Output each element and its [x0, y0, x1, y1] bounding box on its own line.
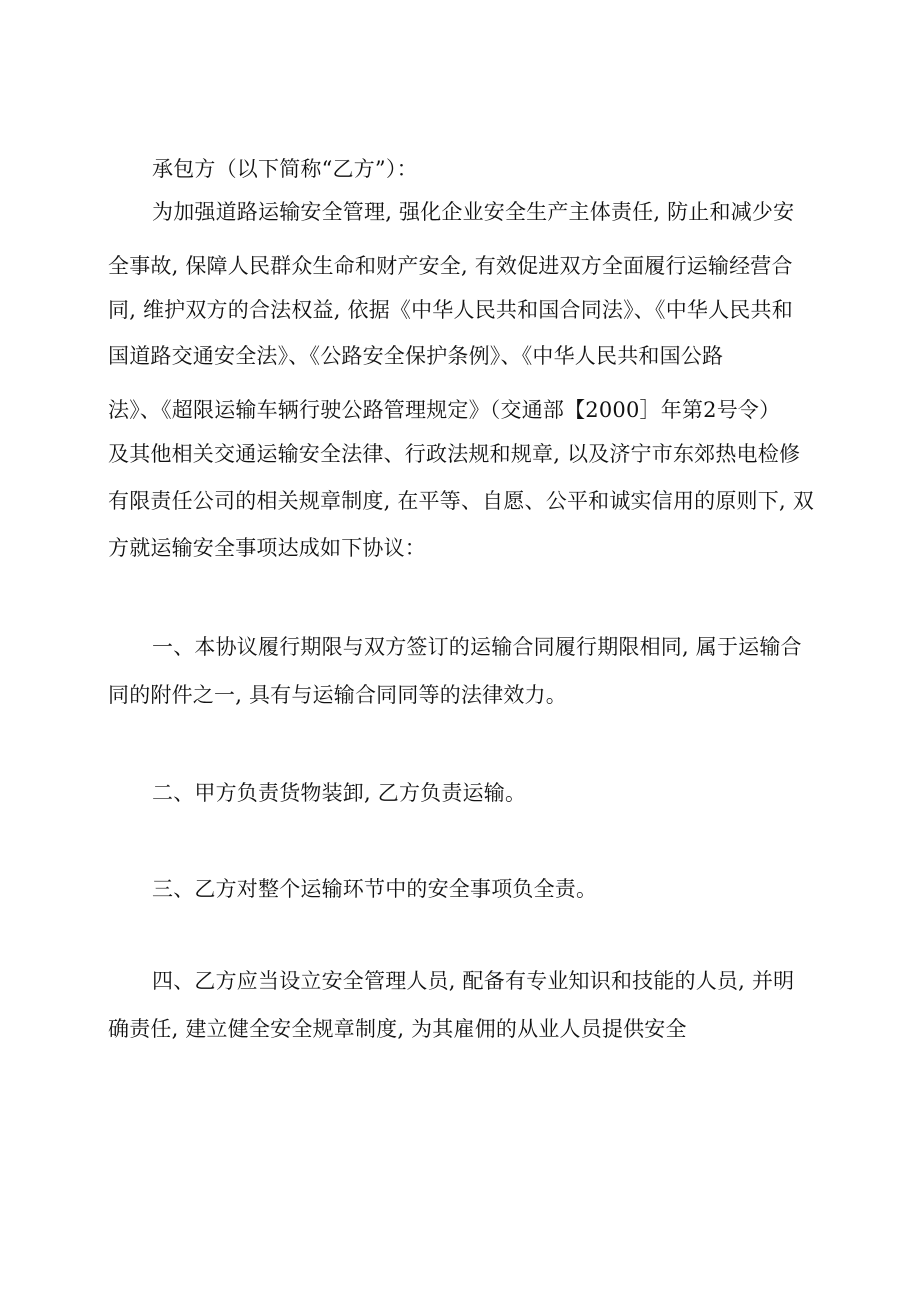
preamble-line: 全事故, 保障人民群众生命和财产安全, 有效促进双方全面履行运输经营合 — [108, 254, 793, 278]
preamble-line: 国道路交通安全法》、《公路安全保护条例》、《中华人民共和国公路 — [108, 344, 724, 368]
clause-line: 确责任, 建立健全安全规章制度, 为其雇佣的从业人员提供安全 — [108, 1017, 687, 1041]
preamble-line: 法》、《超限运输车辆行驶公路管理规定》（交通部【2000］年第2号令） — [108, 398, 781, 422]
clause-2: 二、甲方负责货物装卸, 乙方负责运输。 — [152, 781, 527, 805]
preamble-line: 为加强道路运输安全管理, 强化企业安全生产主体责任, 防止和减少安 — [152, 200, 795, 224]
preamble-line: 有限责任公司的相关规章制度, 在平等、自愿、公平和诚实信用的原则下, 双 — [108, 489, 814, 513]
clause-3: 三、乙方对整个运输环节中的安全事项负全责。 — [152, 877, 598, 901]
clause-line: 一、本协议履行期限与双方签订的运输合同履行期限相同, 属于运输合 — [152, 635, 802, 659]
salutation: 承包方（以下简称“乙方”）： — [152, 157, 418, 181]
clause-line: 四、乙方应当设立安全管理人员, 配备有专业知识和技能的人员, 并明 — [152, 969, 795, 993]
preamble-line: 及其他相关交通运输安全法律、行政法规和规章, 以及济宁市东郊热电检修 — [108, 442, 801, 466]
clause-line: 同的附件之一, 具有与运输合同同等的法律效力。 — [108, 683, 567, 707]
preamble-line: 同, 维护双方的合法权益, 依据《中华人民共和国合同法》、《中华人民共和 — [108, 298, 793, 322]
preamble-line: 方就运输安全事项达成如下协议： — [108, 536, 426, 560]
